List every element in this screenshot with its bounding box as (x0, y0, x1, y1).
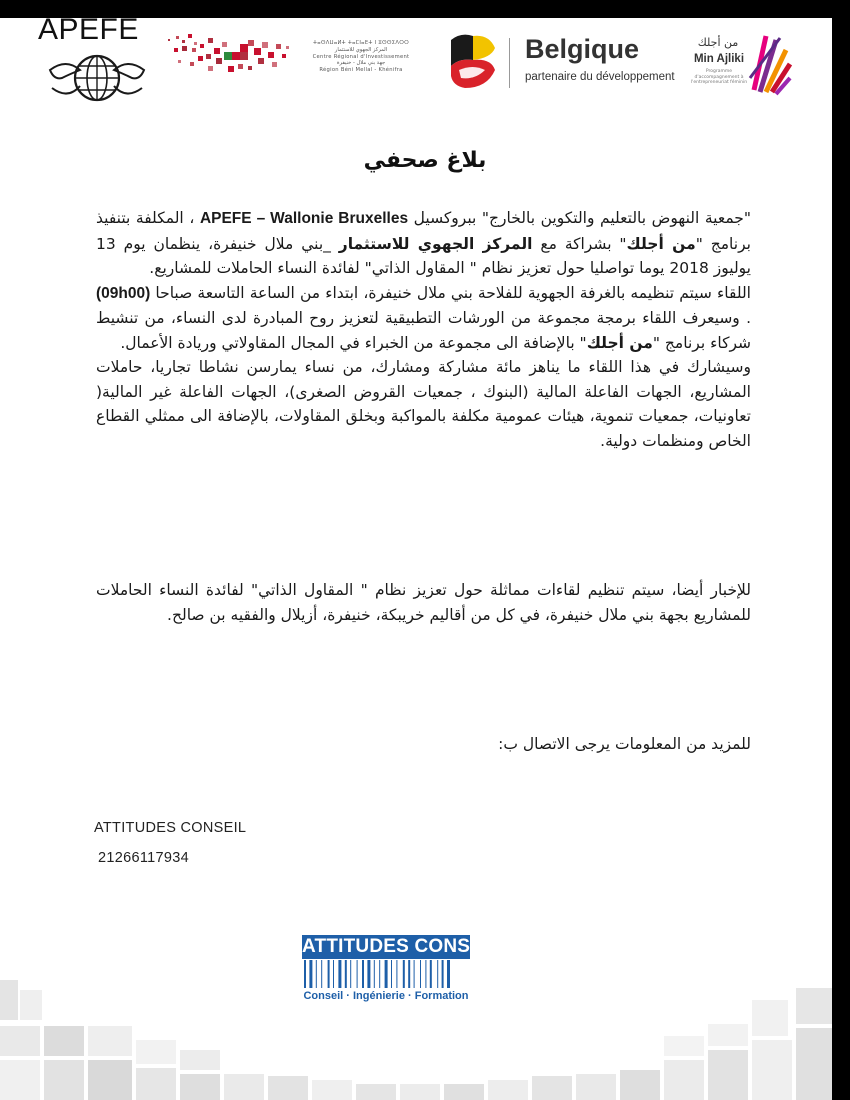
attitudes-barcode-bar (391, 960, 392, 988)
cri-mosaic-tile (182, 46, 187, 51)
attitudes-barcode-bar (437, 960, 438, 988)
intro-text-b: " بشراكة مع (540, 234, 627, 253)
cri-mosaic-tile (228, 66, 234, 72)
attitudes-barcode-bar (396, 960, 397, 988)
min-ajliki-ribbon-icon (746, 30, 792, 96)
footer-pattern-tile (180, 1050, 220, 1070)
paragraph-similar-meetings: للإخبار أيضا، سيتم تنظيم لقاءات مماثلة حول تعزيز نظام " المقاول الذاتي" لفائدة النساء الحاملات للمشاريع بجهة بني ملال خنيفرة، في كل من أقاليم خريبكة، خنيفرة، أزيلال والفقيه بن صالح. (96, 581, 751, 624)
footer-pattern-tile (796, 988, 832, 1024)
footer-pattern-tile (312, 1080, 352, 1100)
footer-pattern-tile (664, 1036, 704, 1056)
attitudes-barcode-bar (321, 960, 322, 988)
attitudes-barcode-bar (362, 960, 364, 988)
cri-mosaic-tile (232, 44, 240, 52)
attitudes-barcode-icon (302, 960, 470, 988)
venue-text-a: اللقاء سيتم تنظيمه بالغرفة الجهوية للفلاحة بني ملال خنيفرة، ابتداء من الساعة التاسعة صباحا (155, 283, 751, 302)
attitudes-barcode-bar (430, 960, 432, 988)
footer-pattern-tile (180, 1074, 220, 1100)
cri-mosaic-tile (208, 66, 213, 71)
footer-pattern-tile (752, 1000, 788, 1036)
footer-pattern-tile (356, 1084, 396, 1100)
cri-mosaic-tile (198, 56, 203, 61)
footer-pattern-tile (664, 1060, 704, 1100)
attitudes-barcode-bar (442, 960, 444, 988)
attitudes-barcode-bar (328, 960, 330, 988)
footer-pattern-tile (20, 990, 42, 1020)
cri-mosaic-tile (258, 58, 264, 64)
cri-mosaic-tile (216, 58, 222, 64)
cri-mosaic-tile (208, 38, 213, 43)
cri-mosaic-tile (190, 62, 194, 66)
cri-mosaic-tile (262, 42, 268, 48)
intro-text-c: _بني ملال خنيفرة، ينظمان يوم 13 يوليوز 2018 يوما تواصليا حول تعزيز نظام " المقاول الذاتي" لفائدة النساء الحاملات للمشاريع. (96, 234, 751, 277)
cri-mosaic-tile (182, 40, 185, 43)
apefe-globe-icon (46, 48, 148, 108)
belgique-emblem-icon (445, 30, 501, 94)
cri-line-arabic: المركز الجهوي للاستثمار (334, 46, 388, 53)
min-ajliki-logo (688, 36, 798, 106)
attitudes-barcode-bar (374, 960, 375, 988)
footer-pattern-tile (620, 1070, 660, 1100)
cri-mosaic-tile (232, 52, 240, 60)
venue-text-b: . وسيعرف اللقاء برمجة مجموعة من الورشات التطبيقية لتعزيز روح المبادرة لدى النساء، من تنشيط شركاء برنامج " (96, 309, 751, 352)
intro-text-a: ، المكلفة بتنفيذ برنامج " (96, 209, 751, 253)
venue-program-name: من أجلك (586, 333, 653, 352)
attitudes-barcode-bar (420, 960, 421, 988)
footer-pattern-tile (136, 1040, 176, 1064)
cri-mosaic-tile (224, 52, 232, 60)
paragraph-venue (96, 281, 751, 356)
attitudes-barcode-bar (316, 960, 317, 988)
cri-mosaic-tile (200, 44, 204, 48)
cri-line-region-fr: Région Béni Mellal - Khénifra (319, 67, 403, 74)
cri-mosaic-tile (248, 66, 252, 70)
cri-mosaic-tile (206, 54, 211, 59)
intro-cri-name: المركز الجهوي للاستثمار (338, 234, 533, 253)
footer-pattern-tile (224, 1074, 264, 1100)
venue-text-c: " بالإضافة الى مجموعة من الخبراء في المجال المقاولاتي وريادة الأعمال. (120, 333, 587, 352)
footer-pattern-tile (0, 980, 18, 1020)
cri-line-french: Centre Régional d'Investissement (312, 53, 410, 60)
attitudes-barcode-bar (350, 960, 351, 988)
cri-mosaic-tile (276, 44, 281, 49)
footer-pattern-tile (532, 1076, 572, 1100)
cri-mosaic-tile (254, 48, 261, 55)
cri-mosaic-tile (240, 52, 248, 60)
attitudes-barcode-bar (345, 960, 347, 988)
contact-name: ATTITUDES CONSEIL (94, 820, 247, 836)
body-main (96, 206, 751, 453)
attitudes-logo-name: ATTITUDES CONSEIL (302, 936, 501, 957)
footer-pattern-tile (44, 1060, 84, 1100)
cri-mosaic-tile (282, 54, 286, 58)
footer-pattern-tile (708, 1050, 748, 1100)
footer-pattern-tile (268, 1076, 308, 1100)
footer-pattern-tile (88, 1060, 132, 1100)
footer-pattern-tile (400, 1084, 440, 1100)
venue-time: (09h00) (96, 284, 151, 302)
footer-pattern-tile (136, 1068, 176, 1100)
cri-line-tifinagh: ⵜⴰⵙⴷⵡⴰⵍⵜ ⵜⴰⵎⵏⴰⴹⵜ ⵏ ⵓⵙⵙⵉⴷⵔⵔ (312, 40, 410, 46)
cri-mosaic-tile (174, 48, 178, 52)
attitudes-barcode-bar (304, 960, 306, 988)
cri-mosaic-tile (176, 36, 179, 39)
cri-mosaic-tile (248, 40, 254, 46)
cri-mosaic-tile (168, 39, 170, 41)
footer-pattern-tile (796, 1028, 832, 1100)
cri-mosaic-tile (268, 52, 274, 58)
cri-mosaic-tile (214, 48, 220, 54)
cri-mosaic-tile (238, 64, 243, 69)
attitudes-barcode-bar (367, 960, 370, 988)
belgique-name: Belgique (525, 34, 640, 64)
footer-pattern-tile (0, 1060, 40, 1100)
cri-mosaic-tile (178, 60, 181, 63)
cri-mosaic-tile (272, 62, 277, 67)
apefe-logo (38, 14, 156, 109)
min-ajliki-arabic: من أجلك (697, 36, 739, 49)
cri-mosaic-tile (188, 34, 192, 38)
belgique-logo (445, 26, 685, 96)
cri-mosaic-tile (194, 42, 197, 45)
attitudes-barcode-bar (385, 960, 388, 988)
footer-pattern-tile (576, 1074, 616, 1100)
cri-mosaic-tile (240, 44, 248, 52)
cri-logo-text (305, 40, 417, 74)
attitudes-logo-tagline: Conseil · Ingénierie · Formation (303, 990, 469, 1002)
attitudes-barcode-bar (408, 960, 410, 988)
paragraph-participants: وسيشارك في هذا اللقاء ما يناهز مائة مشاركة ومشارك، من نساء يمارسن نشاطا تجاريا، حاملات المشاريع، الجهات الفاعلة المالية (البنوك ، جمعيات القروض الصغرى)، الجهات الفاعلة غير المالية( تعاونيات، جمعيات تنموية، هيئات عمومية مكلفة بالمواكبة وبخلق المقاولات، بالإضافة الى ممثلي القطاع الخاص ومنظمات دولية. (96, 358, 751, 450)
footer-pattern-tile (488, 1080, 528, 1100)
cri-mosaic-tile (286, 46, 289, 49)
attitudes-barcode-bar (403, 960, 405, 988)
attitudes-barcode-bar (414, 960, 415, 988)
paragraph-contact-intro: للمزيد من المعلومات يرجى الاتصال ب: (498, 735, 751, 753)
footer-pattern-tile (444, 1084, 484, 1100)
attitudes-barcode-bar (309, 960, 312, 988)
contact-phone: 21266117934 (98, 850, 189, 866)
cri-mosaic-tile (192, 48, 196, 52)
intro-program-name: من أجلك (626, 234, 696, 253)
belgique-divider (509, 38, 510, 88)
footer-pattern-tile (0, 1026, 40, 1056)
footer-pattern-tile (752, 1040, 792, 1100)
belgique-subtitle: partenaire du développement (525, 71, 675, 83)
attitudes-conseil-logo (302, 935, 501, 1007)
cri-mosaic-icon (168, 24, 303, 94)
attitudes-barcode-bar (379, 960, 380, 988)
footer-pattern-tile (44, 1026, 84, 1056)
min-ajliki-latin: Min Ajliki (693, 53, 745, 65)
footer-pattern-tile (88, 1026, 132, 1056)
paragraph-intro (96, 206, 751, 281)
cri-mosaic-tile (222, 42, 227, 47)
attitudes-barcode-bar (333, 960, 334, 988)
attitudes-barcode-bar (447, 960, 450, 988)
attitudes-barcode-bar (425, 960, 426, 988)
apefe-logo-text: APEFE (38, 13, 139, 46)
intro-association: "جمعية النهوض بالتعليم والتكوين بالخارج" ببروكسيل (413, 209, 752, 227)
attitudes-barcode-bar (338, 960, 341, 988)
cri-line-region-ar: جهة بني ملال - خنيفرة (336, 60, 386, 67)
attitudes-barcode-bar (357, 960, 358, 988)
intro-apefe-name: APEFE – Wallonie Bruxelles (199, 210, 409, 227)
page-title: بلاغ صحفي (363, 148, 487, 173)
footer-pattern-tile (708, 1024, 748, 1046)
cri-logo (168, 24, 433, 94)
min-ajliki-tagline: Programme d'accompagnement à l'entrepreneuriat féminin (690, 69, 748, 85)
